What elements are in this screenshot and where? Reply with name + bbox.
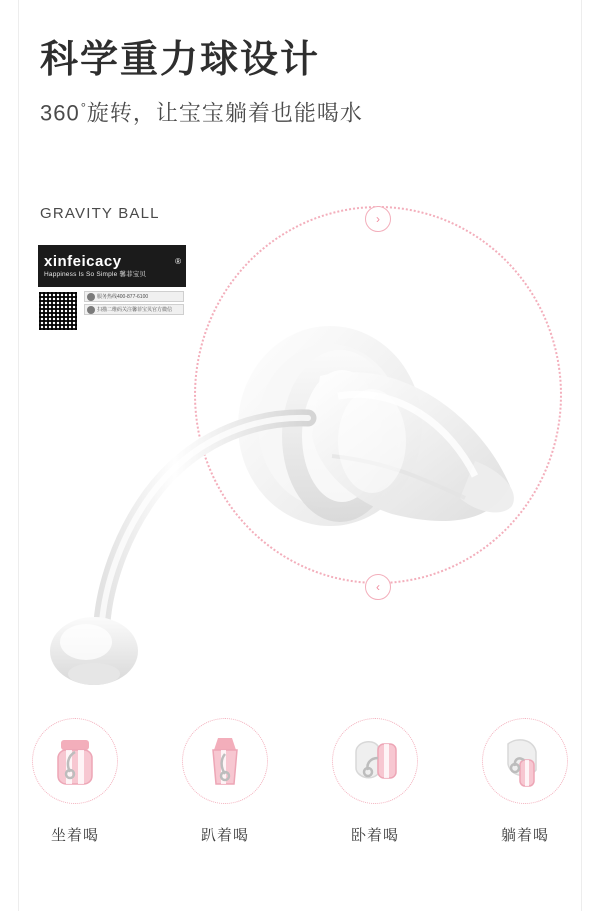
baby-side-lying-drinking-icon [344, 730, 406, 792]
chevron-left-icon: ‹ [365, 574, 391, 600]
dotted-rotation-circle [194, 206, 562, 584]
degree-symbol: ° [80, 99, 87, 115]
usage-item [165, 718, 285, 845]
chevron-right-icon: › [365, 206, 391, 232]
brand-card [38, 245, 186, 357]
baby-lying-prone-drinking-icon [194, 730, 256, 792]
brand-name: xinfeicacy [44, 252, 122, 270]
brand-tagline: Happiness Is So Simple 馨菲宝贝 [44, 270, 147, 278]
registered-mark: ® [175, 257, 181, 266]
info-line-text: 服务热线400-877-6100 [97, 294, 149, 300]
usage-item [315, 718, 435, 845]
brand-logo [38, 245, 186, 287]
info-line-text: 扫描二维码关注馨菲宝贝官方微信 [97, 307, 173, 313]
usage-icon-wrapper [182, 718, 268, 804]
info-line [84, 304, 184, 315]
usage-caption: 坐着喝 [50, 827, 99, 844]
usage-caption: 趴着喝 [200, 827, 249, 844]
usage-caption: 躺着喝 [500, 827, 549, 844]
usage-item [15, 718, 135, 845]
qr-code-icon [38, 291, 78, 331]
usage-icon-wrapper [482, 718, 568, 804]
page-title: 科学重力球设计 [40, 39, 321, 81]
rotation-diagram [186, 196, 570, 616]
info-line [84, 291, 184, 302]
usage-scenarios [0, 718, 600, 845]
brand-info-lines [84, 291, 184, 331]
subtitle-text: 旋转，让宝宝躺着也能喝水 [86, 100, 363, 126]
usage-item [465, 718, 585, 845]
brand-lower-row [38, 291, 186, 331]
usage-icon-wrapper [32, 718, 118, 804]
page-subtitle [40, 100, 560, 127]
baby-lying-back-drinking-icon [494, 730, 556, 792]
usage-icon-wrapper [332, 718, 418, 804]
wechat-icon [87, 306, 95, 314]
baby-sitting-drinking-icon [44, 730, 106, 792]
subtitle-number: 360 [40, 100, 80, 126]
section-label: GRAVITY BALL [40, 205, 160, 222]
header-block [40, 40, 560, 127]
hotline-icon [87, 293, 95, 301]
usage-caption: 卧着喝 [350, 827, 399, 844]
